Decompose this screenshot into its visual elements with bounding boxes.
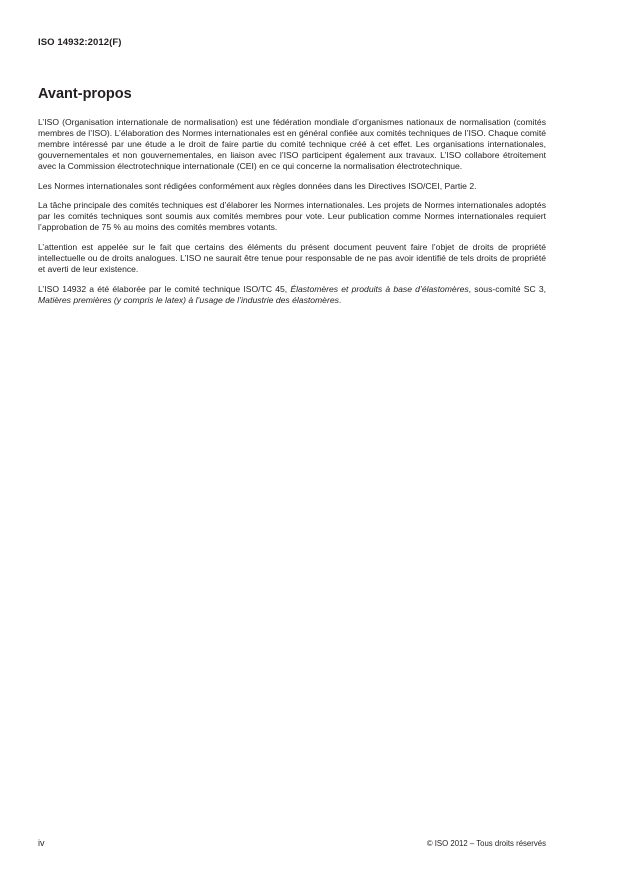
section-title: Avant-propos bbox=[38, 86, 132, 102]
paragraph-preparation bbox=[38, 284, 546, 306]
paragraph-committee-tasks: La tâche principale des comités techniques est d’élaborer les Normes internationales. Les projets de Normes internationales adoptés par les comités techniques sont soumis aux comités membres pour vote. Leur publication comme Normes internationales requiert l’approbation de 75 % au moins des comités membres votants. bbox=[38, 200, 546, 233]
paragraph-iso-organisation: L’ISO (Organisation internationale de normalisation) est une fédération mondiale d’organismes nationaux de normalisation (comités membres de l’ISO). L’élaboration des Normes internationales est en général confiée aux comités techniques de l’ISO. Chaque comité membre intéressé par une étude a le droit de faire partie du comité technique créé à cet effet. Les organisations internationales, gouvernementales et non gouvernementales, en liaison avec l’ISO participent également aux travaux. L’ISO collabore étroitement avec la Commission électrotechnique internationale (CEI) en ce qui concerne la normalisation électrotechnique. bbox=[38, 117, 546, 171]
foreword-body bbox=[38, 117, 546, 315]
subcommittee-title: Matières premières (y compris le latex) à l’usage de l’industrie des élastomères bbox=[38, 294, 339, 305]
copyright-notice: © ISO 2012 – Tous droits réservés bbox=[426, 839, 546, 848]
committee-title: Élastomères et produits à base d’élastomères bbox=[290, 283, 469, 294]
paragraph-drafting-rules: Les Normes internationales sont rédigées conformément aux règles données dans les Directives ISO/CEI, Partie 2. bbox=[38, 180, 477, 191]
preparation-text-2: , sous-comité SC 3, bbox=[468, 283, 547, 294]
preparation-text-1: L’ISO 14932 a été élaborée par le comité technique ISO/TC 45, bbox=[38, 283, 291, 294]
preparation-text-3: . bbox=[338, 294, 342, 305]
document-identifier: ISO 14932:2012(F) bbox=[38, 37, 122, 48]
page-number: iv bbox=[38, 838, 45, 848]
paragraph-patent-rights: L’attention est appelée sur le fait que certains des éléments du présent document peuvent faire l’objet de droits de propriété intellectuelle ou de droits analogues. L’ISO ne saurait être tenue pour responsable de ne pas avoir identifié de tels droits de propriété et averti de leur existence. bbox=[38, 242, 546, 274]
